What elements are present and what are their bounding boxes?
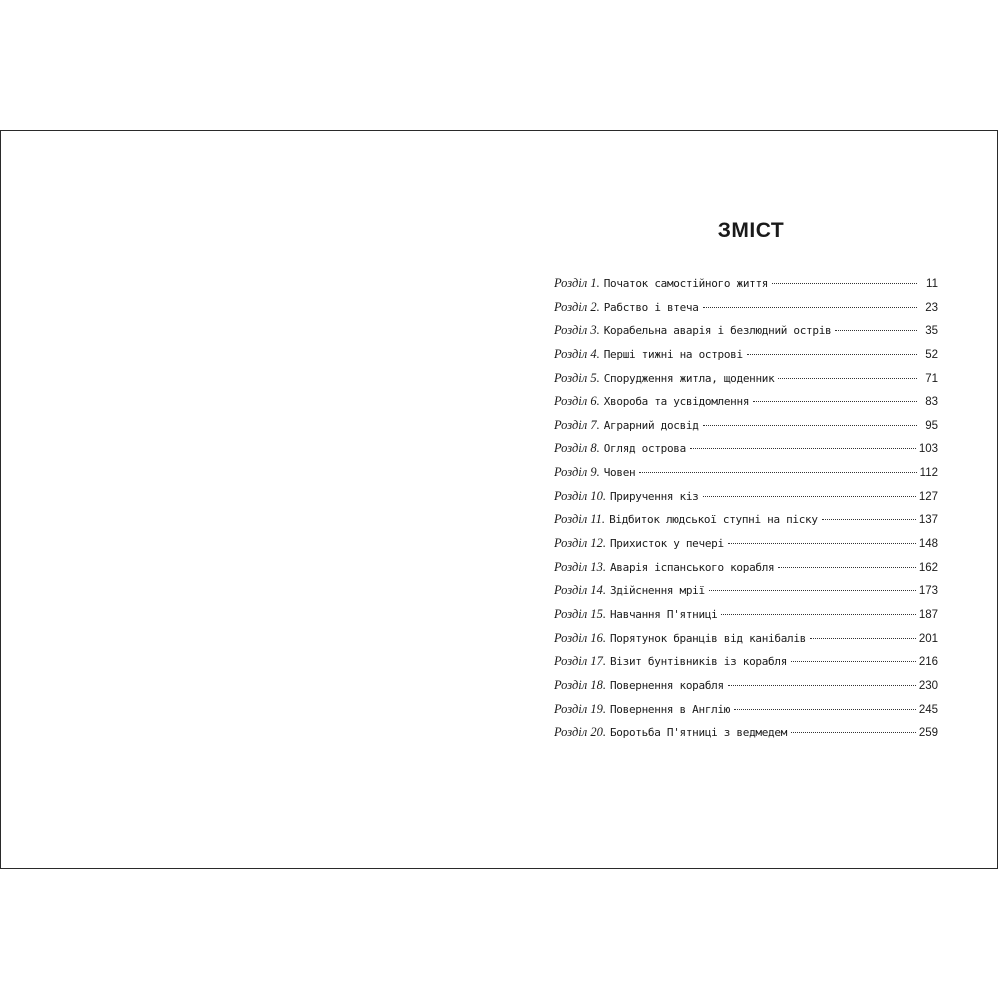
- page-number: 23: [925, 301, 938, 314]
- book-spread: [0, 130, 998, 869]
- toc-entry: [554, 725, 938, 749]
- dot-leader: [778, 378, 917, 379]
- chapter-label: Розділ 7.: [554, 417, 600, 432]
- toc-entry: [554, 560, 938, 584]
- dot-leader: [747, 354, 917, 355]
- dot-leader: [734, 709, 916, 710]
- toc-entry: [554, 371, 938, 395]
- dot-leader: [639, 472, 916, 473]
- toc-entry: [554, 300, 938, 324]
- chapter-title: Спорудження житла, щоденник: [603, 371, 775, 385]
- toc-entry: [554, 441, 938, 465]
- dot-leader: [753, 401, 917, 402]
- chapter-title: Приручення кіз: [609, 489, 699, 503]
- chapter-title: Порятунок бранців від канібалів: [609, 631, 806, 645]
- page-number: 103: [918, 443, 938, 456]
- chapter-label: Розділ 6.: [554, 394, 600, 409]
- chapter-label: Розділ 5.: [554, 370, 600, 385]
- toc-entry: [554, 347, 938, 371]
- page-number: 112: [919, 467, 938, 480]
- toc-entry: [554, 465, 938, 489]
- dot-leader: [709, 590, 916, 591]
- chapter-title: Корабельна аварія і безлюдний острів: [603, 324, 832, 338]
- toc-entry: [554, 323, 938, 347]
- toc-entry: [554, 276, 938, 300]
- chapter-label: Розділ 9.: [554, 465, 600, 480]
- dot-leader: [703, 307, 917, 308]
- chapter-title: Аграрний досвід: [603, 418, 699, 432]
- toc-entry: [554, 654, 938, 678]
- chapter-title: Човен: [603, 466, 636, 480]
- chapter-title: Здійснення мрії: [609, 584, 705, 598]
- page-number: 52: [925, 348, 938, 361]
- chapter-label: Розділ 10.: [554, 488, 606, 503]
- dot-leader: [721, 614, 915, 615]
- dot-leader: [835, 330, 917, 331]
- page-number: 11: [926, 278, 938, 290]
- dot-leader: [810, 638, 916, 639]
- dot-leader: [822, 519, 916, 520]
- chapter-label: Розділ 12.: [554, 536, 606, 551]
- chapter-label: Розділ 18.: [554, 677, 606, 692]
- left-page-blank: [1, 131, 501, 868]
- chapter-label: Розділ 19.: [554, 701, 606, 716]
- page-number: 230: [918, 679, 938, 692]
- dot-leader: [703, 425, 917, 426]
- chapter-title: Перші тижні на острові: [603, 347, 743, 361]
- dot-leader: [703, 496, 916, 497]
- dot-leader: [728, 685, 916, 686]
- toc-entry: [554, 489, 938, 513]
- page-number: 173: [918, 585, 938, 598]
- chapter-label: Розділ 11.: [554, 512, 606, 527]
- chapter-title: Відбиток людської ступні на піску: [609, 513, 818, 527]
- chapter-title: Повернення корабля: [609, 678, 724, 692]
- dot-leader: [791, 732, 916, 733]
- chapter-label: Розділ 14.: [554, 583, 606, 598]
- chapter-label: Розділ 16.: [554, 630, 606, 645]
- toc-entry: [554, 418, 938, 442]
- page-number: 245: [918, 703, 938, 716]
- dot-leader: [690, 448, 916, 449]
- chapter-label: Розділ 20.: [554, 725, 606, 740]
- toc-entry: [554, 583, 938, 607]
- chapter-label: Розділ 4.: [554, 346, 600, 361]
- chapter-title: Аварія іспанського корабля: [609, 560, 775, 574]
- toc-entry: [554, 702, 938, 726]
- chapter-label: Розділ 8.: [554, 441, 600, 456]
- chapter-label: Розділ 1.: [554, 276, 600, 290]
- chapter-label: Розділ 17.: [554, 654, 606, 669]
- page-number: 71: [925, 372, 938, 385]
- chapter-title: Повернення в Англію: [609, 702, 731, 716]
- page-number: 259: [918, 727, 938, 740]
- toc-entry: [554, 394, 938, 418]
- chapter-label: Розділ 2.: [554, 299, 600, 314]
- chapter-label: Розділ 3.: [554, 323, 600, 338]
- page-number: 187: [918, 608, 938, 621]
- page-number: 83: [925, 396, 938, 409]
- chapter-title: Хвороба та усвідомлення: [603, 395, 750, 409]
- toc-entry: [554, 678, 938, 702]
- chapter-title: Прихисток у печері: [609, 537, 724, 551]
- chapter-title: Початок самостійного життя: [603, 277, 769, 290]
- toc-entry: [554, 536, 938, 560]
- toc-entry: [554, 631, 938, 655]
- page-number: 137: [918, 514, 938, 527]
- chapter-label: Розділ 13.: [554, 559, 606, 574]
- page-number: 127: [918, 490, 938, 503]
- chapter-title: Рабство і втеча: [603, 300, 699, 314]
- page-number: 201: [918, 632, 938, 645]
- toc-entry: [554, 512, 938, 536]
- page-number: 162: [918, 561, 938, 574]
- dot-leader: [791, 661, 916, 662]
- page-number: 95: [925, 419, 938, 432]
- page-number: 35: [925, 325, 938, 338]
- toc-list: [554, 276, 938, 749]
- chapter-title: Огляд острова: [603, 442, 686, 456]
- toc-title: ЗМІСТ: [717, 219, 785, 242]
- dot-leader: [728, 543, 916, 544]
- right-page: [501, 131, 999, 868]
- toc-entry: [554, 607, 938, 631]
- page-number: 148: [918, 538, 938, 551]
- chapter-label: Розділ 15.: [554, 606, 606, 621]
- chapter-title: Навчання П'ятниці: [609, 607, 718, 621]
- chapter-title: Візит бунтівників із корабля: [609, 655, 788, 669]
- chapter-title: Боротьба П'ятниці з ведмедем: [609, 726, 788, 740]
- page-number: 216: [918, 656, 938, 669]
- dot-leader: [772, 283, 917, 284]
- dot-leader: [778, 567, 915, 568]
